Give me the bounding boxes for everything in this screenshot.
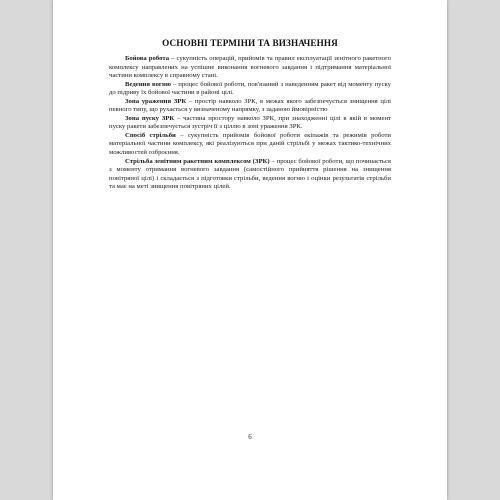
term-definition: – сукупність операцій, прийомів та правил експлуатації зенітного ракетного комплексу направлених на успішне виконання вогневого завдання і підтримання матеріальної частини комплексу в справному стані. — [109, 55, 391, 80]
term-definition: – частина простору навколо ЗРК, при знаходженні цілі в якій в момент пуску ракети забезпечується зустріч її з ціллю в зоні ураження ЗРК. — [109, 114, 391, 131]
definitions-body — [109, 55, 391, 192]
term-label: Ведення вогню — [125, 80, 171, 88]
term-definition: – процес бойової роботи, що починається з моменту отримання вогневого завдання (самостійного прийняття рішення на знищення повітряної цілі) і складається з підготовки стрільби, ведення вогню і оцінки результатів стрільби та має на меті знищення повітряних цілей. — [109, 157, 391, 191]
term-label: Зона пуску ЗРК — [125, 114, 175, 122]
term-definition: – сукупність прийомів бойової роботи екіпажів та режимів роботи матеріальної частини комплексу, які реалізуються при даній стрільбі у межах тактико-технічних можливостей озброєння. — [109, 131, 391, 157]
page-number: 6 — [248, 433, 252, 441]
term-label: Зона ураження ЗРК — [125, 97, 187, 105]
definition-paragraph — [109, 132, 391, 158]
term-label: Бойова робота — [125, 55, 170, 62]
definition-paragraph — [109, 158, 391, 192]
term-label: Спосіб стрільби — [125, 131, 176, 139]
definition-paragraph — [109, 115, 391, 132]
definition-paragraph — [109, 98, 391, 115]
definition-paragraph — [109, 81, 391, 98]
term-label: Стрільба зенітним ракетним комплексом (ЗРК) — [125, 157, 270, 165]
document-page — [53, 0, 447, 500]
page-title: ОСНОВНІ ТЕРМІНИ ТА ВИЗНАЧЕННЯ — [162, 38, 338, 48]
term-definition: – простір навколо ЗРК, в межах якого забезпечується знищення цілі певного типу, що рухається у визначеному напрямку, з заданою ймовірністю — [109, 97, 391, 114]
term-definition: – процес бойової роботи, пов'язаний з наведенням ракет від моменту пуску до підриву їх бойової частини в районі цілі. — [109, 80, 391, 97]
definition-paragraph — [109, 55, 391, 81]
